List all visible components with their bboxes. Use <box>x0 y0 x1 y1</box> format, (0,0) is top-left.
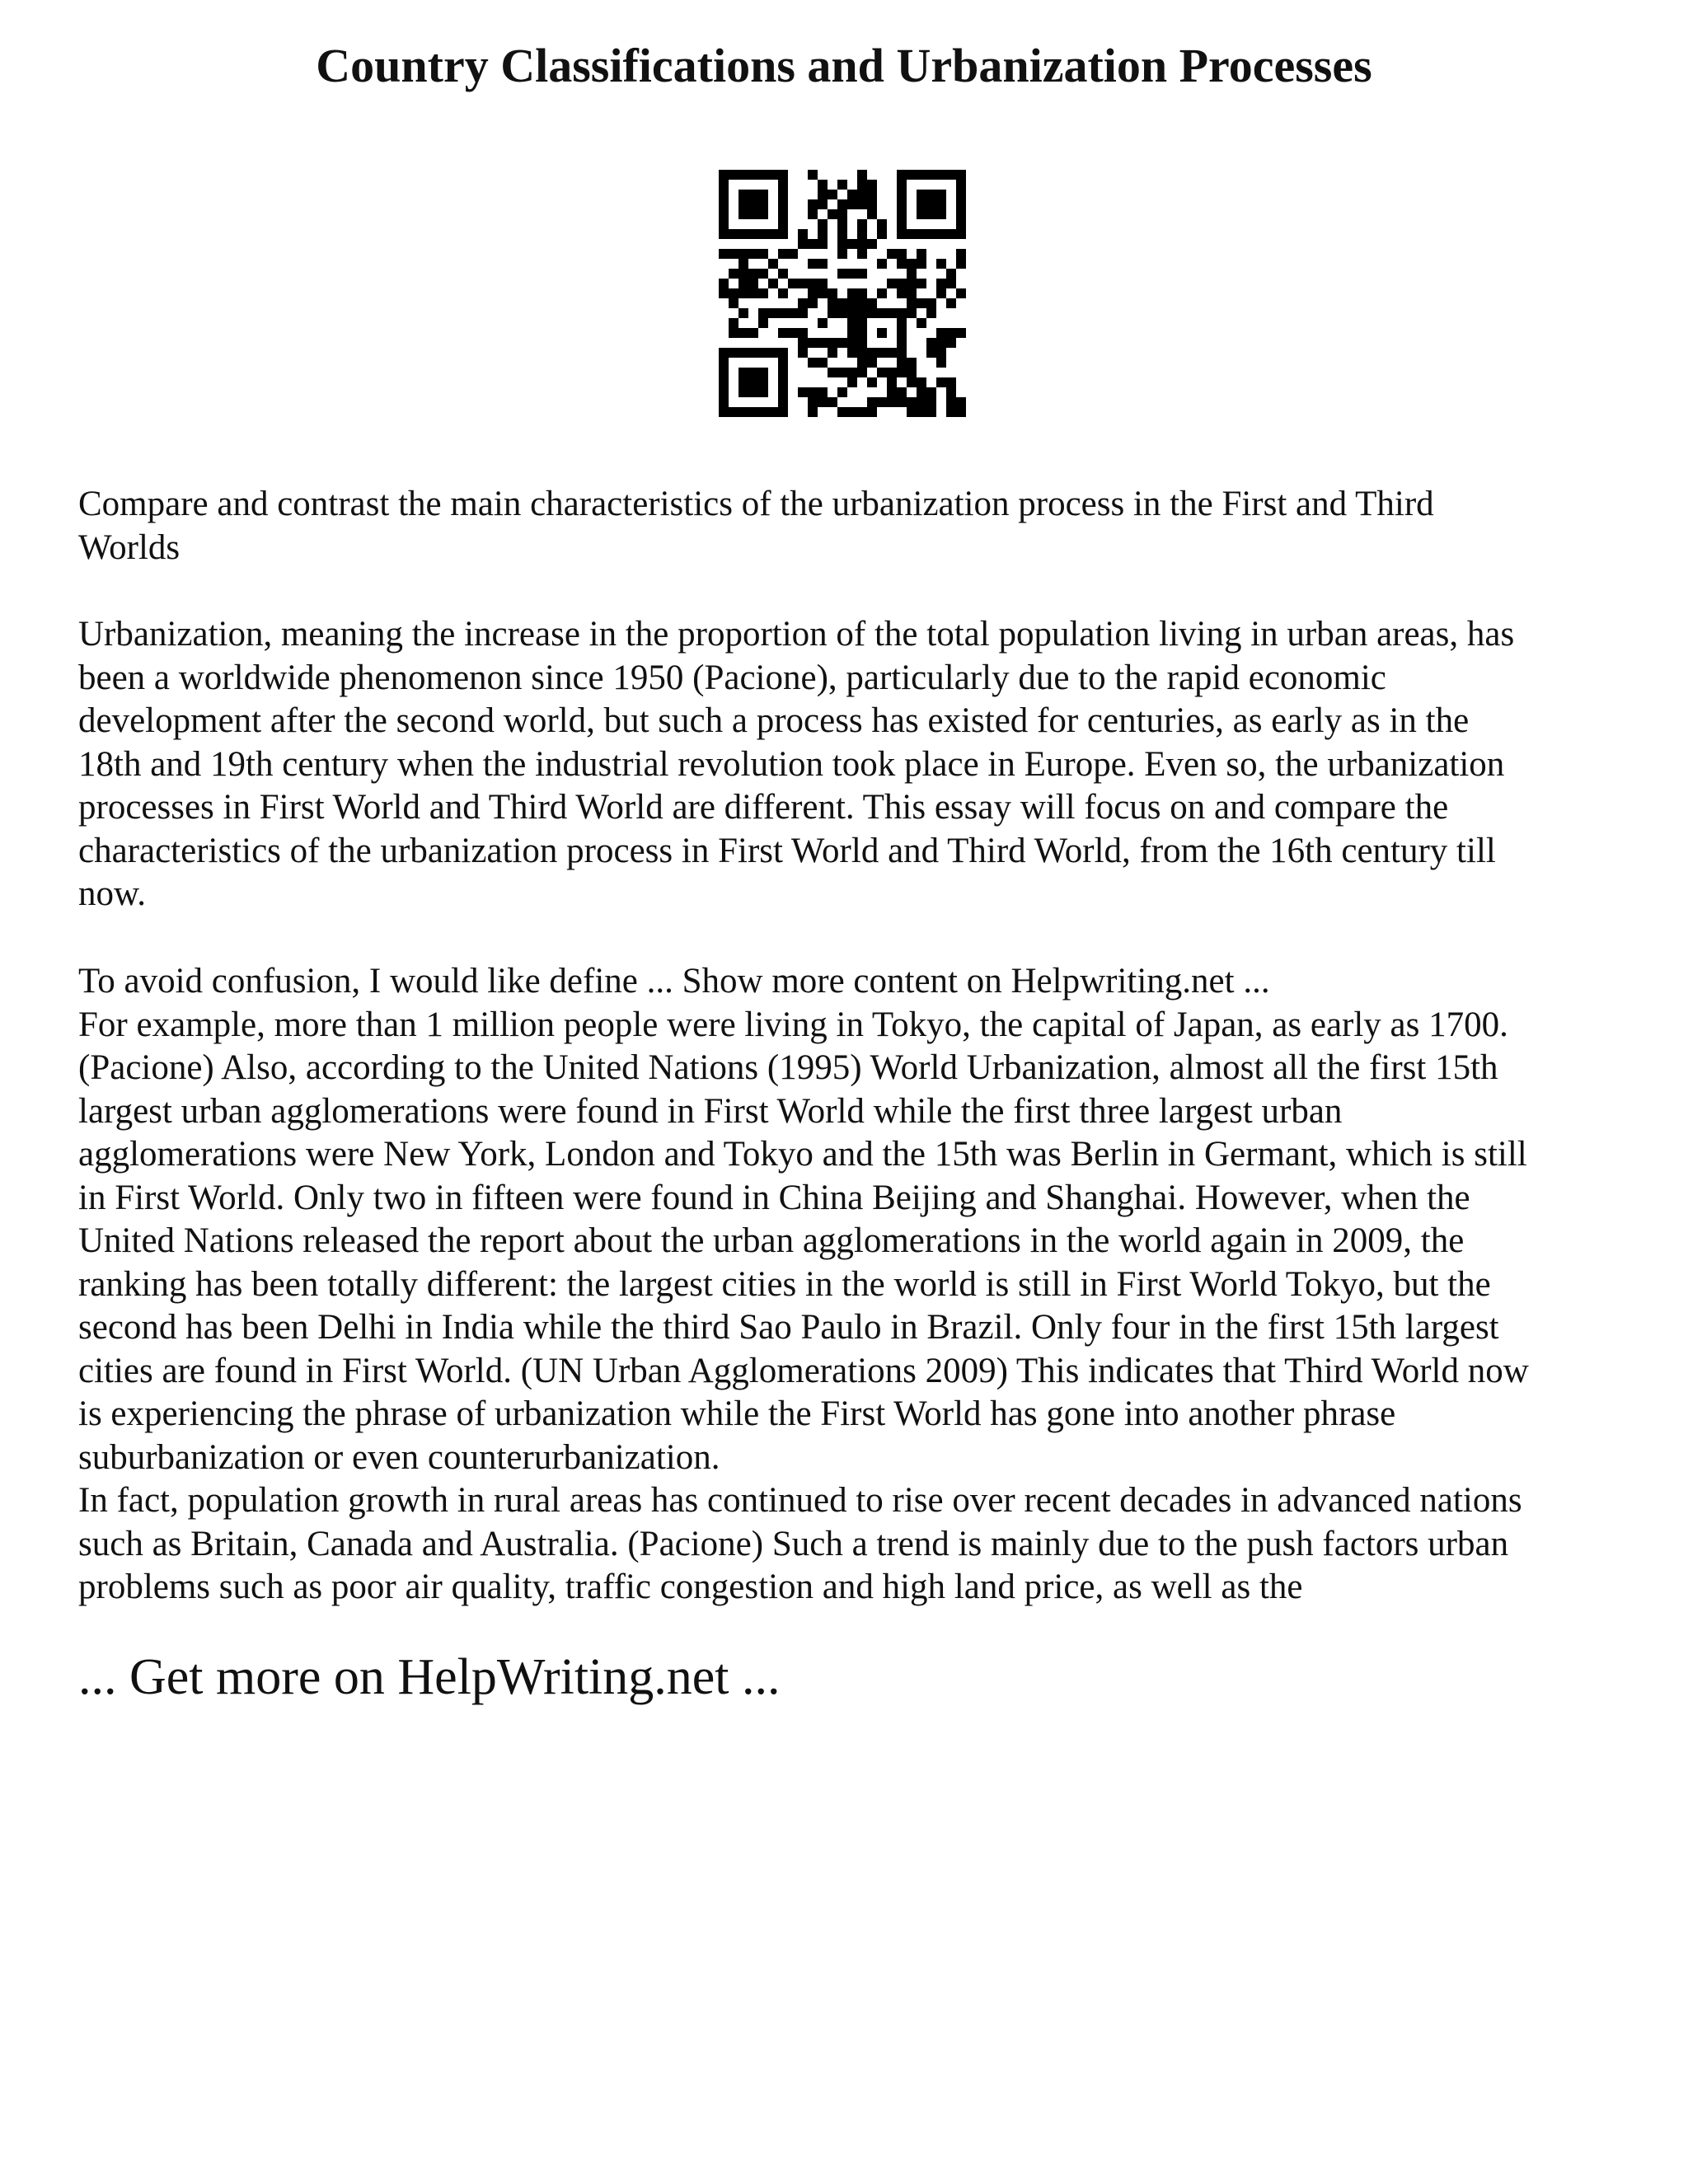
qr-code-graphic <box>719 170 966 417</box>
get-more-link[interactable]: ... Get more on HelpWriting.net ... <box>78 1649 781 1705</box>
qr-code-image <box>719 170 966 417</box>
essay-prompt: Compare and contrast the main characteristics of the urbanization process in the First and Third Worlds <box>78 485 1434 567</box>
essay-intro-paragraph: Urbanization, meaning the increase in the proportion of the total population living in urban areas, has been a worldwide phenomenon since 1950 (Pacione), particularly due to the rapid economic development after the second world, but such a process has existed for centuries, as early as in the 18th and 19th century when the industrial revolution took place in Europe. Even so, the urbanization processes in First World and Third World are different. This essay will focus on and compare the characteristics of the urbanization process in First World and Third World, from the 16th century till now. <box>78 615 1515 913</box>
document-title: Country Classifications and Urbanization Processes <box>316 39 1372 92</box>
essay-body-paragraphs: To avoid confusion, I would like define ... Show more content on Helpwriting.net ... For example, more than 1 million people were living in Tokyo, the capital of Japan, as early as 1700. (Pacione) Also, according to the United Nations (1995) World Urbanization, almost all the first 15th largest urban agglomerations were found in First World while the first three largest urban agglomerations were New York, London and Tokyo and the 15th was Berlin in Germant, which is still in First World. Only two in fifteen were found in China Beijing and Shanghai. However, when the United Nations released the report about the urban agglomerations in the world again in 2009, the ranking has been totally different: the largest cities in the world is still in First World Tokyo, but the second has been Delhi in India while the third Sao Paulo in Brazil. Only four in the first 15th largest cities are found in First World. (UN Urban Agglomerations 2009) This indicates that Third World now is experiencing the phrase of urbanization while the First World has gone into another phrase suburbanization or even counterurbanization. In fact, population growth in rural areas has continued to rise over recent decades in advanced nations such as Britain, Canada and Australia. (Pacione) Such a trend is mainly due to the push factors urban problems such as poor air quality, traffic congestion and high land price, as well as the <box>78 962 1529 1606</box>
